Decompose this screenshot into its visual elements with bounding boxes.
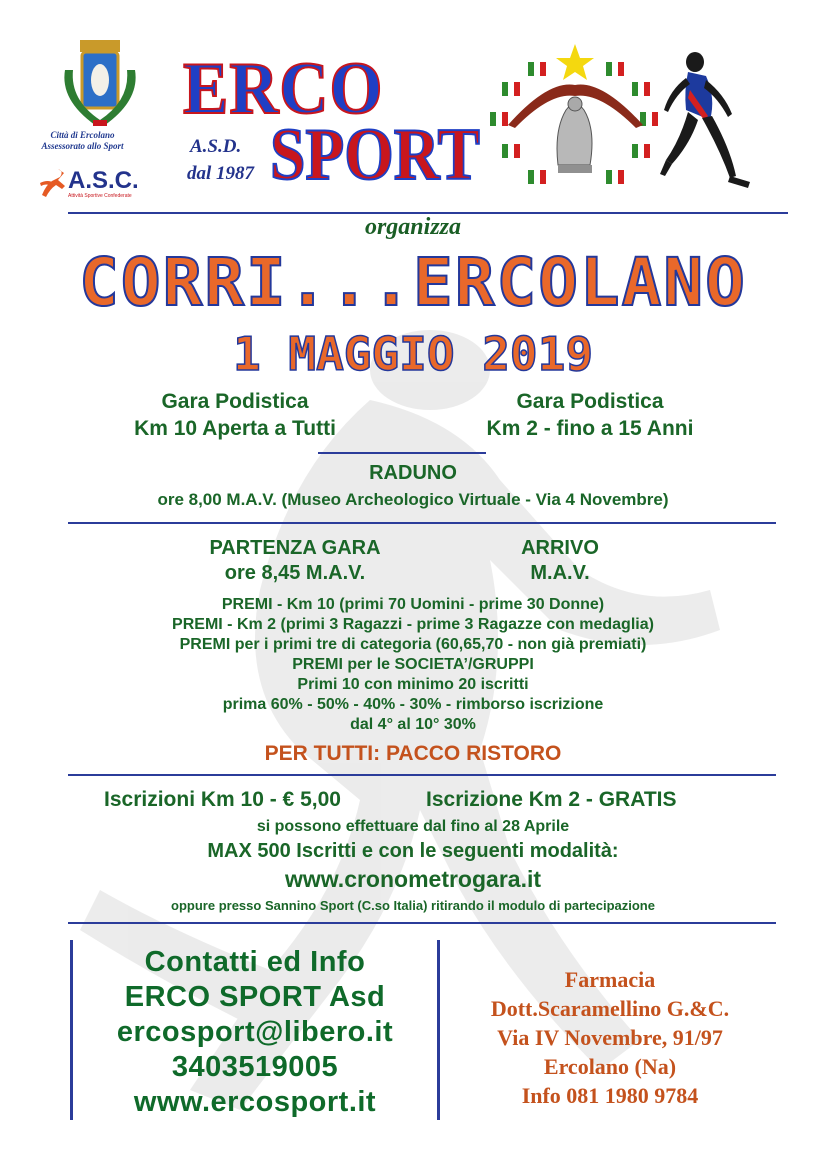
hercules-flags-emblem-icon [488,40,663,195]
club-name-sport: SPORT [270,114,480,196]
event-title: CORRI...ERCOLANO [79,244,747,321]
contacts-left-border [70,940,73,1120]
asc-label: A.S.C. [68,167,139,194]
arrivo-title: ARRIVO [521,537,599,559]
iscrizioni-km2: Iscrizione Km 2 - GRATIS [426,788,677,811]
prizes-list [0,595,826,735]
runner-icon [660,50,765,200]
raduno-divider [318,452,486,454]
organizza-label: organizza [364,214,462,240]
city-line2: Assessorato allo Sport [41,141,124,151]
farmacia-line4: Ercolano (Na) [543,1054,677,1079]
ercolano-crest-icon [55,40,145,135]
club-since: dal 1987 [187,163,255,184]
raduno-text: ore 8,00 M.A.V. (Museo Archeologico Virtuale - Via 4 Novembre) [157,490,669,509]
race-km10-line2: Km 10 Aperta a Tutti [134,417,336,440]
contacts-website-link[interactable]: www.ercosport.it [133,1086,377,1118]
prize-line: prima 60% - 50% - 40% - 30% - rimborso iscrizione [222,696,604,713]
arrivo-text: M.A.V. [530,562,590,584]
raduno-title: RADUNO [369,462,457,484]
contacts-divider [68,922,776,924]
prize-line: PREMI - Km 2 (primi 3 Ragazzi - prime 3 Ragazze con medaglia) [172,616,654,633]
iscrizioni-website-link[interactable]: www.cronometrogara.it [284,866,542,892]
partenza-title: PARTENZA GARA [209,537,381,559]
partenza-divider [68,522,776,524]
farmacia-line1: Farmacia [564,967,656,992]
contacts-phone[interactable]: 3403519005 [171,1051,339,1083]
iscrizioni-km10: Iscrizioni Km 10 - € 5,00 [104,788,341,811]
city-line1: Città di Ercolano [50,130,115,140]
asc-subtitle: Attività Sportive Confederate [68,193,132,199]
prize-line: PREMI - Km 10 (primi 70 Uomini - prime 30 Donne) [221,596,605,613]
city-label [20,130,145,152]
asc-runner-icon [38,165,68,201]
asc-logo [38,165,158,203]
race-km10-line1: Gara Podistica [161,390,309,413]
event-date: 1 MAGGIO 2019 [232,327,594,381]
race-km2-line2: Km 2 - fino a 15 Anni [486,417,694,440]
race-km2 [440,388,740,442]
prize-line: Primi 10 con minimo 20 iscritti [297,676,529,693]
race-km10 [90,388,380,442]
contacts-line2: ERCO SPORT Asd [124,981,386,1013]
partenza-text: ore 8,45 M.A.V. [224,562,366,584]
farmacia-line5: Info 081 1980 9784 [521,1083,699,1108]
prize-line: PREMI per i primi tre di categoria (60,65,70 - non già premiati) [179,636,647,653]
iscrizioni-deadline: si possono effettuare dal fino al 28 Aprile [256,818,570,835]
iscrizioni-alt: oppure presso Sannino Sport (C.so Italia) ritirando il modulo di partecipazione [171,898,655,913]
ristoro-label: PER TUTTI: PACCO RISTORO [264,742,562,765]
contacts-email-link[interactable]: ercosport@libero.it [116,1016,394,1048]
prize-line: dal 4° al 10° 30% [350,716,476,733]
race-km2-line1: Gara Podistica [516,390,664,413]
club-name-erco: ERCO [183,48,384,130]
contacts-right-border [437,940,440,1120]
iscrizioni-max: MAX 500 Iscritti e con le seguenti modalità: [207,840,619,862]
club-asd: A.S.D. [190,136,242,157]
farmacia-block [450,965,770,1110]
contacts-line1: Contatti ed Info [144,946,366,978]
contacts-block [90,945,420,1120]
farmacia-line2: Dott.Scaramellino G.&C. [490,996,730,1021]
prize-line: PREMI per le SOCIETA’/GRUPPI [292,656,534,673]
iscrizioni-divider [68,774,776,776]
farmacia-line3: Via IV Novembre, 91/97 [497,1025,723,1050]
